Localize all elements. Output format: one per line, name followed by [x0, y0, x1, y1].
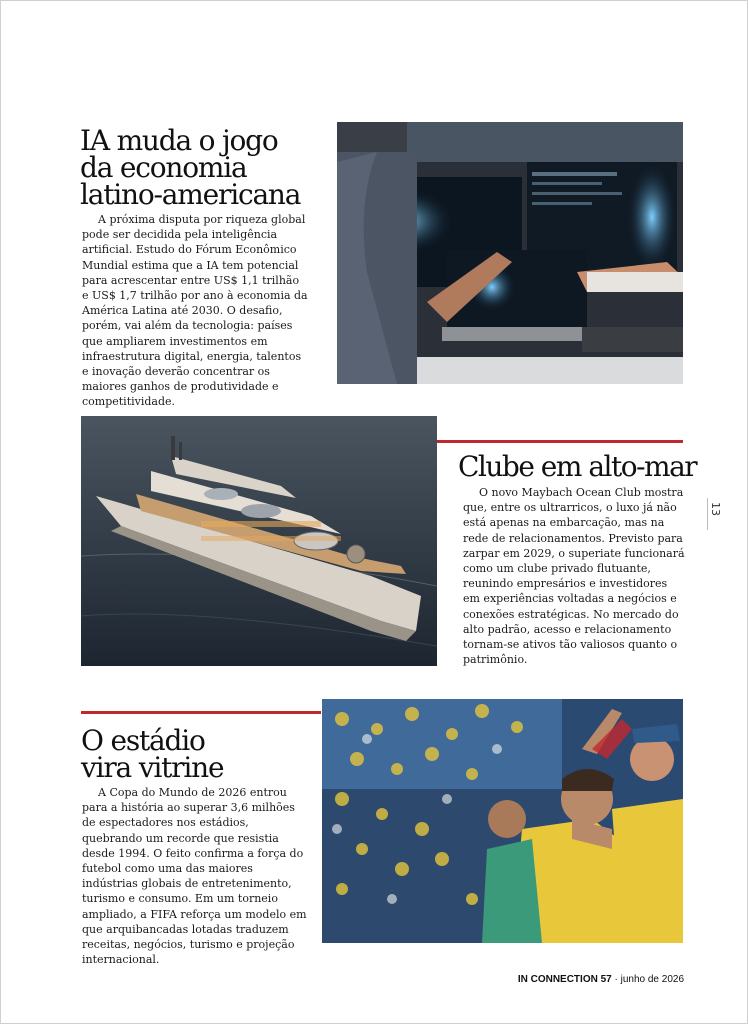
- article3-title: [81, 724, 311, 784]
- article3-body: A Copa do Mundo de 2026 entrou para a história ao superar 3,6 milhões de espectadores nos estádios, quebrando um recorde que resistia desde 1994. O feito confirma a força do futebol como uma das maiores indústrias globais de entretenimento, turismo e consumo. Em um torneio ampliado, a FIFA reforça um modelo em que arquibancadas lotadas traduzem receitas, negócios, turismo e projeção internacional.: [82, 786, 307, 967]
- article3-title-line2: vira vitrine: [81, 751, 224, 784]
- article1-body: A próxima disputa por riqueza global pode ser decidida pela inteligência artificial. Estudo do Fórum Econômico Mundial estima que a IA tem potencial para acrescentar entre US$ 1,1 trilhão e US$ 1,7 trilhão por ano à economia da América Latina até 2030. O desafio, porém, vai além da tecnologia: países que ampliarem investimentos em infraestrutura digital, energia, talentos e inovação deverão concentrar os maiores ganhos de produtividade e competitividade.: [82, 213, 308, 409]
- article3-red-rule: [81, 711, 321, 714]
- article3-title-line1: O estádio: [81, 724, 205, 757]
- article2-title: Clube em alto-mar: [458, 450, 697, 483]
- page-number: [707, 498, 722, 530]
- yacht-photo: [81, 416, 437, 666]
- footer: [480, 974, 684, 985]
- page-number-label: 13: [709, 502, 722, 516]
- footer-date: · junho de 2026: [611, 974, 684, 985]
- stadium-fans-photo: [322, 699, 683, 943]
- article1-title: [80, 124, 320, 211]
- ai-workstation-photo: [337, 122, 683, 384]
- article1-title-line1: IA muda o jogo: [80, 124, 278, 157]
- footer-brand: IN CONNECTION 57: [517, 974, 612, 985]
- article1-title-line2: da economia: [80, 151, 247, 184]
- article2-red-rule: [437, 440, 683, 443]
- article1-title-line3: latino-americana: [80, 178, 301, 211]
- article2-body: O novo Maybach Ocean Club mostra que, entre os ultrarricos, o luxo já não está apenas na embarcação, mas na rede de relacionamentos. Previsto para zarpar em 2029, o superiate funcionará como um clube privado flutuante, reunindo empresários e investidores em experiências voltadas a negócios e conexões estratégicas. No mercado do alto padrão, acesso e relacionamento tornam-se ativos tão valiosos quanto o patrimônio.: [463, 486, 685, 667]
